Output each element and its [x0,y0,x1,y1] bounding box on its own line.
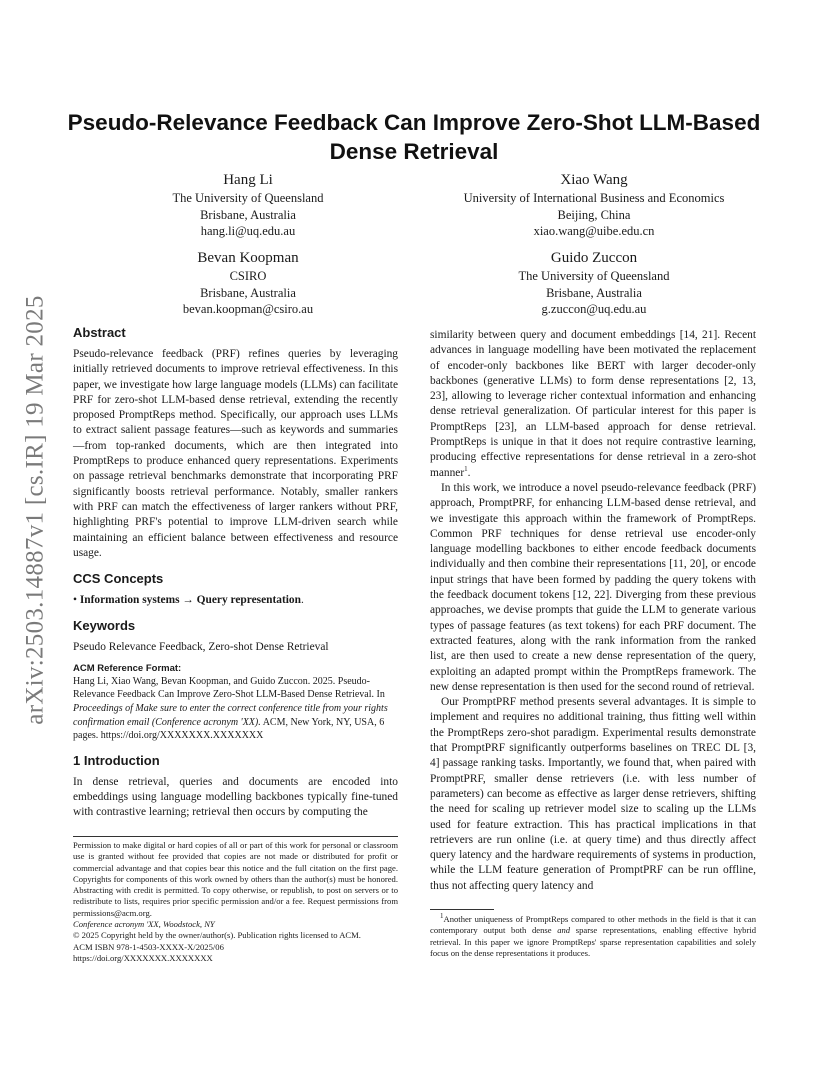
paper-title: Pseudo-Relevance Feedback Can Improve Zero-Shot LLM-Based Dense Retrieval [67,110,761,164]
body-paragraph: In this work, we introduce a novel pseudo-relevance feedback (PRF) approach, PromptPRF, for enhancing LLM-based dense retrieval, and we investigate this approach within the framework of PromptReps. Common PRF techniques for dense retrieval use encoder-only language modelling backbones to either encode feedback documents individually and then combine their representations [11, 20], or encode input strings that have been formed by padding the query tokens with the feedback document tokens [12, 22]. Diverging from these previous approaches, we devise prompts that guide the LLM to generate various types of passage features (as text tokens) for each PRF document. The extracted features, along with the rank information from the ranked list, are then used to create a new dense representation of the query, exploiting an adapted prompt within the PromptReps framework. The new dense representation is then used for the second round of retrieval. [430,481,756,693]
body-paragraph: Our PromptPRF method presents several advantages. It is simple to implement and requires no additional training, thus fitting well within the PromptReps zero-shot paradigm. Experimental results demonstrate that PromptPRF significantly outperforms baselines on TREC DL [3, 4] passage ranking tasks. Importantly, we found that, when paired with PromptPRF, smaller dense retrievers (i.e. with less number of parameters) can become as effective as larger dense retrievers, shifting the need for scaling up retriever model size to scaling up the LLMs used for feature extraction. This has practical implications in that retrievers are run online (i.e. at query time) and thus directly affect query latency and the hardware requirements of systems in production, while the LLM feature generation of PromptPRF can be run offline, thus not affecting query latency and [430,696,756,892]
isbn-line: ACM ISBN 978-1-4503-XXXX-X/2025/06 [73,941,224,952]
arxiv-stamp: arXiv:2503.14887v1 [cs.IR] 19 Mar 2025 [22,295,49,725]
author-block [98,170,398,240]
footnote-rule [430,909,494,910]
author-affiliation: The University of Queensland [172,191,324,205]
author-location: Brisbane, Australia [200,285,296,300]
author-name: Xiao Wang [560,172,628,188]
author-location: Beijing, China [557,207,631,222]
copyright-line: © 2025 Copyright held by the owner/author(s). Publication rights licensed to ACM. [73,930,361,941]
author-affiliation: University of International Business and Economics [463,191,725,205]
author-location: Brisbane, Australia [546,285,642,300]
permission-text: Permission to make digital or hard copies of all or part of this work for personal or classroom use is granted without fee provided that copies are not made or distributed for profit or commercial advantage and that copies bear this notice and the full citation on the first page. Copyrights for components of this work owned by others than the author(s) must be honored. Abstracting with credit is permitted. To copy otherwise, or republish, to post on servers or to redistribute to lists, requires prior specific permission and/or a fee. Request permissions from permissions@acm.org. [73,840,398,918]
footnote [430,909,756,959]
author-block [98,248,398,318]
keywords-heading: Keywords [73,618,136,634]
author-affiliation: CSIRO [229,269,267,283]
author-email: xiao.wang@uibe.edu.cn [533,224,655,238]
author-name: Bevan Koopman [197,250,299,266]
acm-reference-text: Hang Li, Xiao Wang, Bevan Koopman, and Guido Zuccon. 2025. Pseudo-Relevance Feedback Can Improve Zero-Shot LLM-Based Dense Retrieval. In Proceedings of Make sure to enter the correct conference title from your rights confirmation email (Conference acronym 'XX). ACM, New York, NY, USA, 6 pages. https://doi.org/XXXXXXX.XXXXXXX [73,675,388,742]
author-block [444,248,744,318]
body-paragraph: similarity between query and document embeddings [14, 21]. Recent advances in language modelling have been motivated the replacement of encoder-only backbones like BERT with larger decoder-only backbones (generative LLMs) to form dense representations [2, 13, 23], allowing to leverage richer contextual information and enhancing dense retrieval generalization. Of particular interest for this paper is PromptReps [23], an LLM-based approach for dense retrieval. PromptReps is unique in that it does not require contrastive learning, producing effective representations for dense retrieval in a zero-shot manner$^1$. [430,329,756,479]
author-email: bevan.koopman@csiro.au [182,302,314,316]
author-name: Hang Li [223,172,273,188]
author-email: hang.li@uq.edu.au [200,224,296,238]
conference-line: Conference acronym 'XX, Woodstock, NY [73,919,215,930]
footnote-text: $^1$Another uniqueness of PromptReps compared to other methods in the field is that it can contemporary output both dense and sparse representations, enabling effective hybrid retrieval. In this paper we ignore PromptReps' sparse representation capabilities and solely focus on the dense representations it produces. [430,912,757,958]
introduction-paragraph: In dense retrieval, queries and documents are encoded into embeddings using language modelling backbones typically fine-tuned with contrastive learning; retrieval then occurs by computing the [73,775,398,819]
acm-reference-heading: ACM Reference Format: [73,662,182,674]
footnote-marker: 1 [464,464,468,473]
right-column [430,328,756,894]
author-affiliation: The University of Queensland [518,269,670,283]
author-location: Brisbane, Australia [200,207,296,222]
ccs-heading: CCS Concepts [73,571,164,587]
abstract-text: Pseudo-relevance feedback (PRF) refines queries by leveraging initially retrieved documents to improve retrieval effectiveness. In this paper, we investigate how large language models (LLMs) can facilitate PRF for zero-shot LLM-based dense retrieval, extending the recently proposed PromptReps method. Specifically, our approach uses LLMs to extract salient passage features—such as keywords and summaries—from top-ranked documents, which are then integrated into PromptReps to produce enhanced query representations. Experiments on passage retrieval benchmarks demonstrate that incorporating PRF significantly boosts retrieval performance. Notably, smaller rankers with PRF can match the effectiveness of larger rankers without PRF, highlighting PRF's potential to improve LLM-driven search while maintaining an efficient balance between effectiveness and resource usage. [73,348,398,559]
introduction-heading: 1 Introduction [73,752,160,768]
abstract-heading: Abstract [73,325,126,340]
author-email: g.zuccon@uq.edu.au [541,302,647,316]
keywords-text: Pseudo Relevance Feedback, Zero-shot Dense Retrieval [73,641,329,654]
author-block [444,170,744,240]
permission-notice [73,836,398,964]
author-name: Guido Zuccon [550,250,638,266]
doi-line: https://doi.org/XXXXXXX.XXXXXXX [73,952,213,963]
left-column [73,324,398,821]
ccs-concepts: • Information systems → Query representation. [73,594,304,607]
